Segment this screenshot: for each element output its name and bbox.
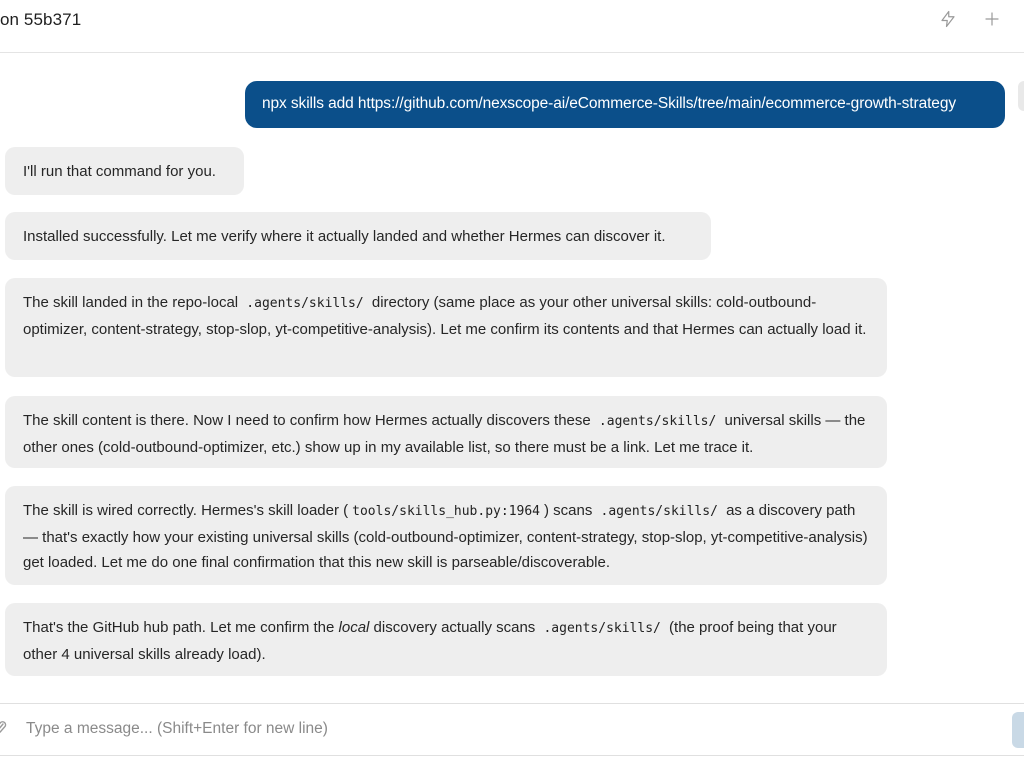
message-list[interactable]: [0, 54, 1024, 690]
assistant-message: [5, 147, 244, 195]
paperclip-icon[interactable]: [0, 720, 7, 736]
send-button[interactable]: [1012, 712, 1024, 748]
message-text: as a discovery path — that's exactly how your existing universal skills (cold-outbound-optimizer, content-strategy, stop-slop, yt-competitive-analysis) get loaded. Let me do one final confirmation that this new skill is parseable/discoverable.: [23, 502, 868, 571]
inline-code: .agents/skills/: [600, 504, 718, 519]
message-input[interactable]: [18, 714, 994, 744]
emphasis-text: local: [338, 619, 370, 636]
plus-icon[interactable]: [981, 8, 1003, 30]
assistant-message: [5, 396, 887, 468]
assistant-message: [5, 603, 887, 676]
inline-code: tools/skills_hub.py:1964: [352, 504, 540, 519]
inline-code: .agents/skills/: [246, 296, 364, 311]
message-text: That's the GitHub hub path. Let me confirm the: [23, 619, 339, 636]
assistant-message: [5, 212, 711, 260]
inline-code: .agents/skills/: [543, 621, 661, 636]
message-text: (the proof being that your other 4 universal skills already load).: [23, 619, 837, 663]
message-text: I'll run that command for you.: [23, 163, 216, 180]
message-text: The skill is wired correctly. Hermes's skill loader (: [23, 502, 349, 519]
chat-header: [0, 0, 1024, 53]
assistant-message: [5, 278, 887, 377]
assistant-message: [5, 486, 887, 585]
message-text: discovery actually scans: [369, 619, 540, 636]
message-text: directory (same place as your other universal skills: cold-outbound-optimizer, content-strategy, stop-slop, yt-competitive-analysis). Let me confirm its contents and that Hermes can actually load it.: [23, 294, 867, 338]
message-text: The skill landed in the repo-local: [23, 294, 243, 311]
scroll-edge: [1018, 81, 1024, 111]
composer: [0, 703, 1024, 756]
message-text: The skill content is there. Now I need to confirm how Hermes actually discovers these: [23, 412, 595, 429]
inline-code: .agents/skills/: [598, 414, 717, 429]
user-message: npx skills add https://github.com/nexscope-ai/eCommerce-Skills/tree/main/ecommerce-growth-strategy: [245, 81, 1005, 128]
message-text: ) scans: [544, 502, 597, 519]
message-text: universal skills — the other ones (cold-outbound-optimizer, etc.) show up in my available list, so there must be a link. Let me trace it.: [23, 412, 866, 456]
bolt-icon[interactable]: [937, 8, 959, 30]
message-text: Installed successfully. Let me verify where it actually landed and whether Hermes can discover it.: [23, 228, 666, 245]
page-title: on 55b371: [0, 10, 82, 29]
